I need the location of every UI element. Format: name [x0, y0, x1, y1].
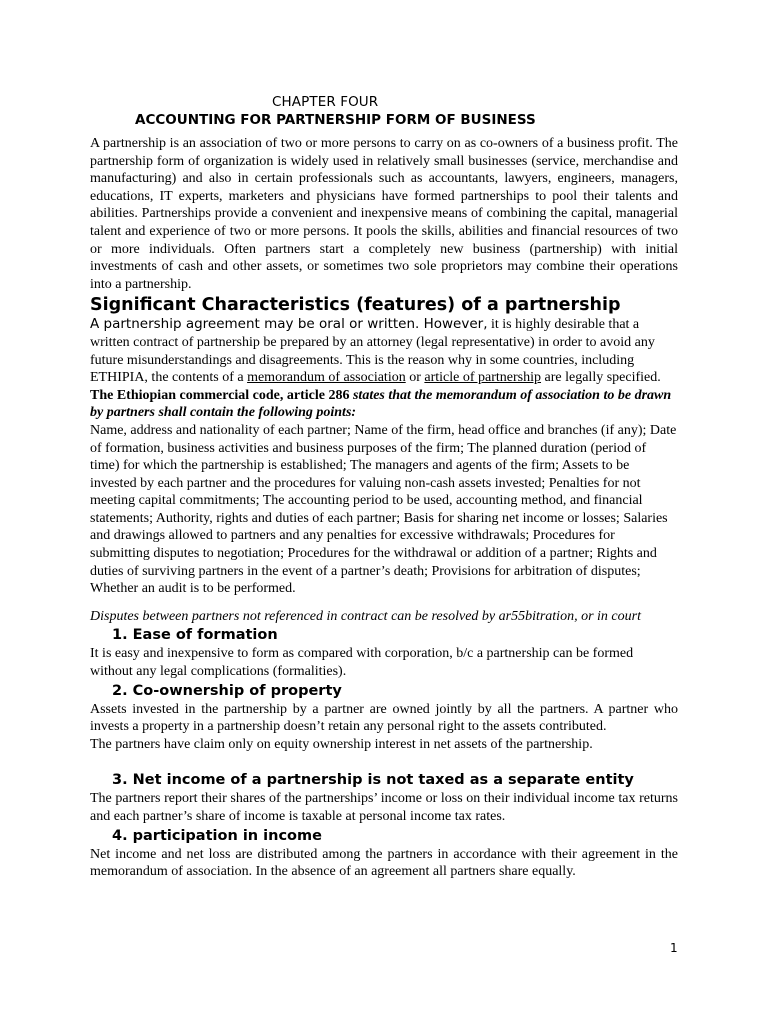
characteristics-heading: Significant Characteristics (features) of a partnership — [90, 295, 621, 316]
item-body-coownership-2: The partners have claim only on equity ownership interest in net assets of the partnership. — [90, 736, 593, 752]
document-page — [90, 93, 678, 881]
memorandum-points: Name, address and nationality of each partner; Name of the firm, head office and branches (if any); Date of formation, business activities and business purposes of the firm; The planned duration (period of time) for which the partnership is established; The managers and agents of the firm; Assets to be invested by each partner and the procedures for valuing non-cash assets invested; Penalties for not meeting capital commitments; The accounting period to be used, accounting method, and financial statements; Authority, rights and duties of each partner; Basis for sharing net income or losses; Salaries and drawings allowed to partners and any penalties for excessive withdrawals; Procedures for submitting disputes to negotiation; Procedures for the withdrawal or addition of a partner; Rights and duties of surviving partners in the event of a partner’s death; Provisions for arbitration of disputes; Whether an audit is to be performed. — [90, 422, 677, 597]
item-heading-tax: 3. Net income of a partnership is not taxed as a separate entity — [112, 772, 634, 789]
agreement-text-3: are legally specified. — [541, 370, 661, 386]
memorandum-link-text: memorandum of association — [247, 370, 406, 386]
agreement-text-2: or — [405, 370, 425, 386]
page-number: 1 — [670, 941, 678, 955]
chapter-title: ACCOUNTING FOR PARTNERSHIP FORM OF BUSINESS — [135, 112, 536, 128]
article-link-text: article of partnership — [424, 370, 542, 386]
disputes-note: Disputes between partners not referenced in contract can be resolved by ar55bitration, or in court — [90, 608, 641, 624]
commercial-code-reference: The Ethiopian commercial code, article 286 — [90, 387, 350, 403]
agreement-text-1: it is highly desirable that a written contract of partnership be prepared by an attorney (legal representative) in order to avoid any future misunderstandings and disagreements. This is the reason why in some countries, including ETHIPIA, the contents of a — [90, 317, 655, 386]
agreement-paragraph — [90, 316, 678, 422]
intro-paragraph: A partnership is an association of two or more persons to carry on as co-owners of a business profit. The partnership form of organization is widely used in relatively small businesses (service, merchandise and manufacturing) and also in certain professionals such as accountants, lawyers, engineers, managers, educations, IT experts, marketers and physicians have formed partnerships to pool their talents and abilities. Partnerships provide a convenient and inexpensive means of combining the capital, managerial talent and experience of two or more persons. It pools the skills, abilities and financial resources of two or more individuals. Often partners start a completely new business (partnership) with initial investments of cash and other assets, or sometimes two sole proprietors may combine their operations into a partnership. — [90, 136, 678, 292]
agreement-lead: A partnership agreement may be oral or written. However, — [90, 316, 488, 333]
item-heading-coownership: 2. Co-ownership of property — [112, 682, 342, 699]
item-heading-ease: 1. Ease of formation — [112, 627, 278, 644]
item-body-income: Net income and net loss are distributed among the partners in accordance with their agreement in the memorandum of association. In the absence of an agreement all partners share equally. — [90, 846, 678, 880]
item-heading-income: 4. participation in income — [112, 827, 322, 844]
chapter-label: CHAPTER FOUR — [272, 94, 379, 110]
item-body-tax: The partners report their shares of the partnerships’ income or loss on their individual income tax returns and each partner’s share of income is taxable at personal income tax rates. — [90, 791, 678, 824]
item-body-coownership: Assets invested in the partnership by a partner are owned jointly by all the partners. A partner who invests a property in a partnership doesn’t retain any personal right to the assets contributed. — [90, 701, 678, 735]
item-body-ease: It is easy and inexpensive to form as compared with corporation, b/c a partnership can be formed without any legal complications (formalities). — [90, 646, 634, 680]
memorandum-statement: states that the memorandum of association to be drawn by partners shall contain the following points: — [90, 387, 672, 421]
